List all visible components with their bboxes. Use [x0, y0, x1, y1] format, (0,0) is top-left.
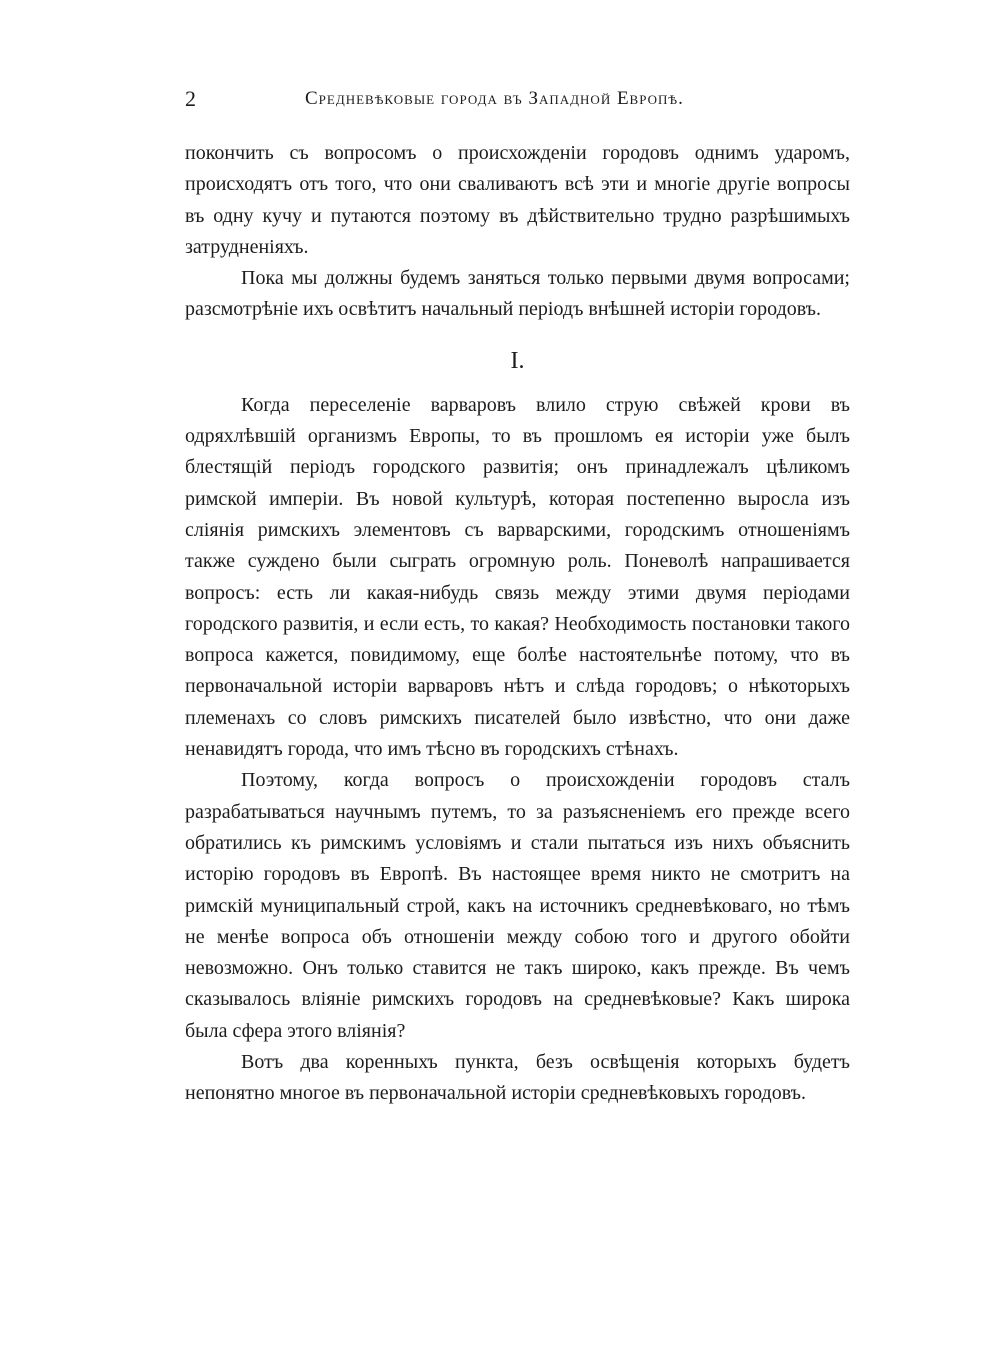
- paragraph-continued: покончить съ вопросомъ о происхожденіи городовъ однимъ ударомъ, происходятъ отъ того, что они сваливаютъ всѣ эти и многіе другіе вопросы въ одну кучу и путаются поэтому въ дѣйствительно трудно разрѣшимыхъ затрудненіяхъ.: [185, 142, 850, 258]
- page-header: [185, 84, 850, 114]
- paragraph: Поэтому, когда вопросъ о происхожденіи городовъ сталъ разрабатываться научнымъ путемъ, то за разъясненіемъ его прежде всего обратились къ римскимъ условіямъ и стали пытаться изъ нихъ объяснить исторію городовъ въ Европѣ. Въ настоящее время никто не смотритъ на римскій муниципальный строй, какъ на источникъ средневѣковаго, но тѣмъ не менѣе вопроса объ отношеніи между собою того и другого обойти невозможно. Онъ только ставится не такъ широко, какъ прежде. Въ чемъ сказывалось вліяніе римскихъ городовъ на средневѣковые? Какъ широка была сфера этого вліянія?: [185, 769, 850, 1042]
- paragraph: Когда переселеніе варваровъ влило струю свѣжей крови въ одряхлѣвшій организмъ Европы, то въ прошломъ ея исторіи уже былъ блестящій періодъ городского развитія; онъ принадлежалъ цѣликомъ римской имперіи. Въ новой культурѣ, которая постепенно выросла изъ сліянія римскихъ элементовъ съ варварскими, городскимъ отношеніямъ также суждено были сыграть огромную роль. Поневолѣ напрашивается вопросъ: есть ли какая-нибудь связь между этими двумя періодами городского развитія, и если есть, то какая? Необходимость постановки такого вопроса кажется, повидимому, еще болѣе настоятельнѣе потому, что въ первоначальной исторіи варваровъ нѣтъ и слѣда городовъ; о нѣкоторыхъ племенахъ со словъ римскихъ писателей было извѣстно, что они даже ненавидятъ города, что имъ тѣсно въ городскихъ стѣнахъ.: [185, 393, 850, 761]
- paragraph: Пока мы должны будемъ заняться только первыми двумя вопросами; разсмотрѣніе ихъ освѣтитъ начальный періодъ внѣшней исторіи городовъ.: [185, 267, 850, 321]
- running-title: Средневѣковые города въ Западной Европѣ.: [305, 88, 684, 109]
- paragraph: Вотъ два коренныхъ пункта, безъ освѣщенія которыхъ будетъ непонятно многое въ первоначальной исторіи средневѣковыхъ городовъ.: [185, 1051, 850, 1105]
- body-text: [185, 138, 850, 1110]
- section-heading: I.: [510, 347, 525, 374]
- page-number: 2: [185, 86, 196, 111]
